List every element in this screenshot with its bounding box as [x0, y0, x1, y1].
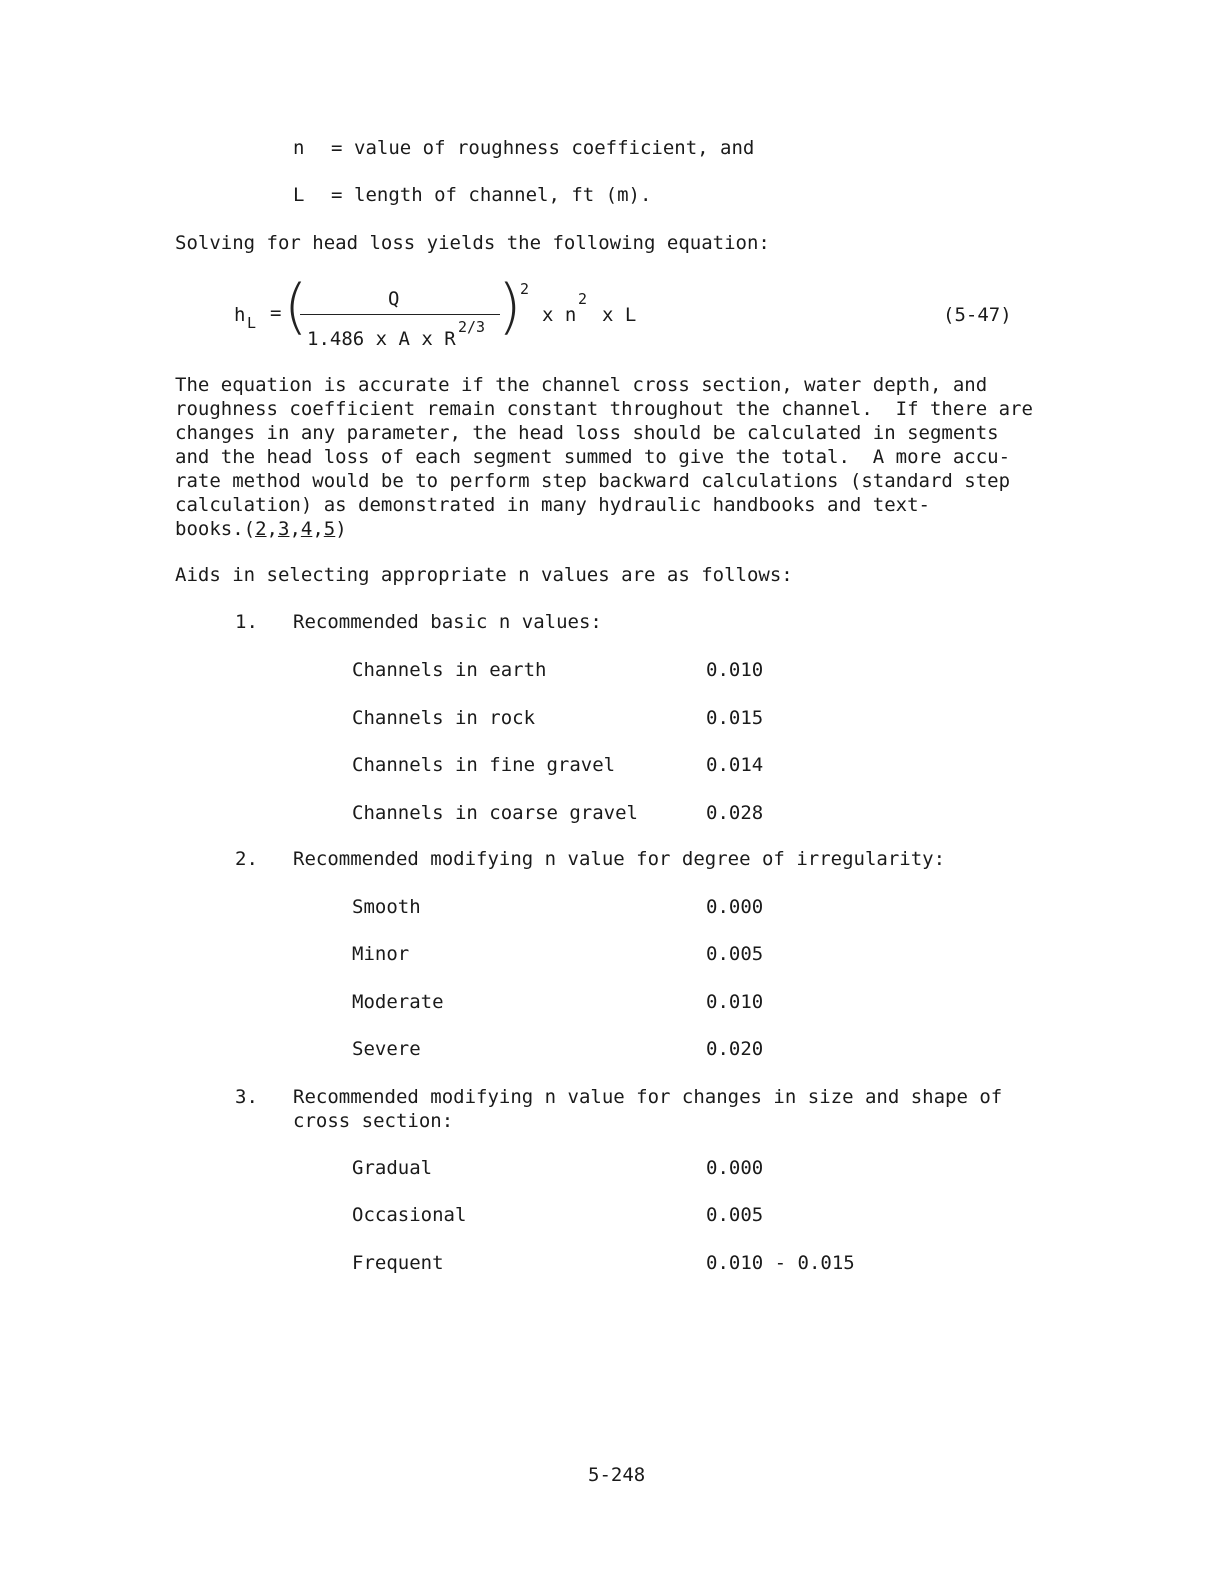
- paragraph-line: roughness coefficient remain constant throughout the channel. If there are: [175, 398, 1033, 420]
- paragraph-line: rate method would be to perform step backward calculations (standard step: [175, 470, 1011, 492]
- list-number-1: 1.: [235, 611, 258, 633]
- paragraph-line: calculation) as demonstrated in many hydraulic handbooks and text-: [175, 494, 930, 516]
- table-row-label: Channels in fine gravel: [352, 754, 616, 776]
- table-row-value: 0.020: [706, 1038, 764, 1060]
- table-row-value: 0.000: [706, 1157, 764, 1179]
- list-heading-3: Recommended modifying n value for changes in size and shape of: [293, 1086, 1003, 1108]
- eq-right-paren: ): [498, 272, 522, 342]
- table-row-label: Moderate: [352, 991, 444, 1013]
- eq-fraction-bar: [300, 314, 500, 315]
- paragraph-line: and the head loss of each segment summed to give the total. A more accu-: [175, 446, 1011, 468]
- reference-link[interactable]: 4: [300, 518, 313, 540]
- table-row-value: 0.010: [706, 991, 764, 1013]
- page-number: 5-248: [588, 1464, 646, 1486]
- list-heading-3-continued: cross section:: [293, 1110, 454, 1132]
- definition-equals-l: =: [331, 184, 343, 206]
- table-row-label: Frequent: [352, 1252, 444, 1274]
- table-row-label: Channels in coarse gravel: [352, 802, 638, 824]
- table-row-label: Minor: [352, 943, 410, 965]
- table-row-value: 0.015: [706, 707, 764, 729]
- definition-symbol-n: n: [293, 137, 305, 159]
- table-row-label: Smooth: [352, 896, 421, 918]
- reference-link[interactable]: 5: [323, 518, 336, 540]
- paragraph-last-suffix: ): [335, 518, 347, 540]
- intro-sentence: Solving for head loss yields the following equation:: [175, 232, 770, 254]
- list-number-2: 2.: [235, 848, 258, 870]
- paragraph-last-line: books.(2,3,4,5): [175, 518, 347, 540]
- definition-text-l: length of channel, ft (m).: [354, 184, 652, 206]
- paragraph-last-prefix: books.(: [175, 518, 256, 540]
- definition-text-n: value of roughness coefficient, and: [354, 137, 755, 159]
- definition-symbol-l: L: [293, 184, 305, 206]
- eq-tail-pre: x n: [542, 304, 577, 326]
- reference-link[interactable]: 2: [255, 518, 267, 540]
- table-row-value: 0.014: [706, 754, 764, 776]
- explanation-paragraph: [175, 373, 1075, 541]
- eq-numerator: Q: [388, 288, 400, 310]
- table-row-value: 0.010: [706, 659, 764, 681]
- table-row-label: Channels in rock: [352, 707, 536, 729]
- table-row-value: 0.005: [706, 943, 764, 965]
- eq-denominator-exponent: 2/3: [458, 318, 486, 336]
- eq-lhs: h: [234, 304, 246, 326]
- table-row-value: 0.000: [706, 896, 764, 918]
- list-heading-1: Recommended basic n values:: [293, 611, 602, 633]
- paragraph-line: The equation is accurate if the channel cross section, water depth, and: [175, 374, 988, 396]
- equation-number: (5-47): [943, 304, 1012, 326]
- table-row-label: Gradual: [352, 1157, 433, 1179]
- definition-equals-n: =: [331, 137, 343, 159]
- paragraph-line: changes in any parameter, the head loss should be calculated in segments: [175, 422, 999, 444]
- table-row-value: 0.028: [706, 802, 764, 824]
- eq-tail-exponent: 2: [578, 290, 588, 308]
- aids-intro: Aids in selecting appropriate n values are as follows:: [175, 564, 793, 586]
- list-heading-2: Recommended modifying n value for degree of irregularity:: [293, 848, 946, 870]
- eq-equals: =: [270, 302, 282, 324]
- eq-outer-exponent: 2: [520, 280, 530, 298]
- eq-denominator: 1.486 x A x R: [307, 328, 456, 350]
- table-row-label: Channels in earth: [352, 659, 547, 681]
- eq-left-paren: (: [284, 272, 308, 342]
- eq-lhs-subscript: L: [247, 314, 257, 332]
- list-number-3: 3.: [235, 1086, 258, 1108]
- table-row-label: Severe: [352, 1038, 421, 1060]
- reference-link[interactable]: 3: [277, 518, 290, 540]
- head-loss-equation: [230, 272, 1030, 360]
- table-row-label: Occasional: [352, 1204, 467, 1226]
- table-row-value: 0.005: [706, 1204, 764, 1226]
- table-row-value: 0.010 - 0.015: [706, 1252, 855, 1274]
- eq-tail-post: x L: [602, 304, 637, 326]
